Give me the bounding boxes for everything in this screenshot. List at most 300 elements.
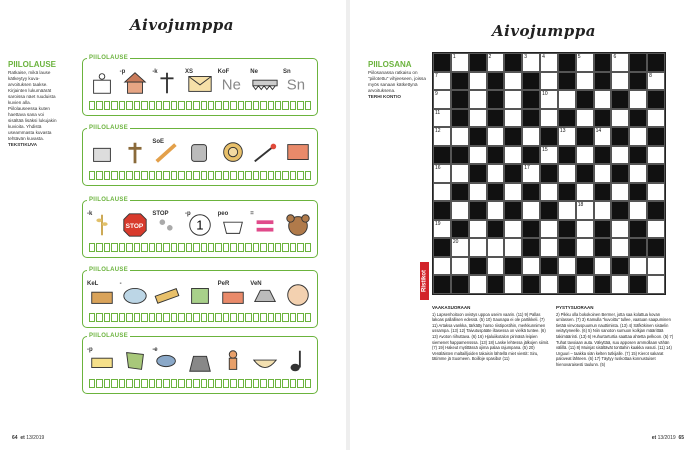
- answer-box[interactable]: [104, 379, 110, 388]
- grid-cell[interactable]: [433, 72, 451, 91]
- answer-box[interactable]: [96, 101, 102, 110]
- grid-cell[interactable]: [594, 164, 612, 183]
- grid-cell[interactable]: [611, 146, 629, 165]
- answer-box[interactable]: [119, 171, 125, 180]
- answer-box[interactable]: [223, 313, 229, 322]
- answer-box[interactable]: [141, 313, 147, 322]
- answer-box[interactable]: [201, 243, 207, 252]
- grid-block: [540, 127, 558, 146]
- grid-block: [594, 220, 612, 239]
- ristikot-tab: Ristikot: [420, 262, 429, 300]
- grid-cell[interactable]: [629, 164, 647, 183]
- grid-cell[interactable]: [576, 109, 594, 128]
- answer-box[interactable]: [89, 313, 95, 322]
- answer-box[interactable]: [305, 171, 311, 180]
- grid-cell[interactable]: [469, 238, 487, 257]
- answer-box[interactable]: [104, 101, 110, 110]
- grid-block: [487, 220, 505, 239]
- answer-box[interactable]: [104, 313, 110, 322]
- answer-box[interactable]: [223, 171, 229, 180]
- grid-cell[interactable]: [611, 220, 629, 239]
- answer-box[interactable]: [186, 101, 192, 110]
- grid-cell[interactable]: [504, 90, 522, 109]
- grid-cell[interactable]: [647, 109, 665, 128]
- answer-box[interactable]: [260, 101, 266, 110]
- grid-cell[interactable]: [576, 238, 594, 257]
- grid-cell[interactable]: [504, 275, 522, 294]
- grid-cell[interactable]: [522, 53, 540, 72]
- answer-box[interactable]: [215, 313, 221, 322]
- answer-box[interactable]: [245, 243, 251, 252]
- grid-cell[interactable]: [540, 53, 558, 72]
- grid-cell[interactable]: [611, 275, 629, 294]
- answer-box[interactable]: [156, 101, 162, 110]
- grid-block: [647, 127, 665, 146]
- grid-cell[interactable]: [629, 257, 647, 276]
- rebus-figure-icon: [218, 347, 248, 379]
- answer-box[interactable]: [193, 101, 199, 110]
- grid-cell[interactable]: [451, 127, 469, 146]
- crossword-grid: [432, 52, 666, 295]
- answer-box[interactable]: [178, 379, 184, 388]
- answer-box[interactable]: [111, 243, 117, 252]
- grid-cell[interactable]: [469, 109, 487, 128]
- answer-box[interactable]: [163, 379, 169, 388]
- answer-box[interactable]: [290, 313, 296, 322]
- answer-box[interactable]: [171, 171, 177, 180]
- grid-block: [629, 53, 647, 72]
- grid-cell[interactable]: [647, 257, 665, 276]
- grid-cell[interactable]: [540, 275, 558, 294]
- answer-box[interactable]: [201, 313, 207, 322]
- grid-cell[interactable]: [611, 53, 629, 72]
- answer-box[interactable]: [149, 313, 155, 322]
- answer-box[interactable]: [208, 379, 214, 388]
- grid-cell[interactable]: [576, 183, 594, 202]
- answer-box[interactable]: [245, 171, 251, 180]
- grid-cell[interactable]: [558, 127, 576, 146]
- grid-cell[interactable]: [522, 257, 540, 276]
- answer-box[interactable]: [215, 243, 221, 252]
- answer-box[interactable]: [282, 243, 288, 252]
- grid-cell[interactable]: [576, 72, 594, 91]
- answer-box[interactable]: [119, 313, 125, 322]
- grid-cell[interactable]: [504, 109, 522, 128]
- answer-box[interactable]: [290, 379, 296, 388]
- answer-box[interactable]: [238, 379, 244, 388]
- grid-cell[interactable]: [451, 201, 469, 220]
- answer-box[interactable]: [245, 313, 251, 322]
- answer-box[interactable]: [253, 379, 259, 388]
- answer-box[interactable]: [111, 101, 117, 110]
- answer-box[interactable]: [230, 171, 236, 180]
- answer-box[interactable]: [268, 101, 274, 110]
- answer-box[interactable]: [156, 171, 162, 180]
- rebus-hint: -e: [152, 347, 158, 353]
- grid-number: 20: [452, 239, 459, 246]
- answer-box[interactable]: [305, 243, 311, 252]
- rebus-hint: SoE: [152, 139, 164, 145]
- grid-cell[interactable]: [540, 72, 558, 91]
- answer-box[interactable]: [156, 313, 162, 322]
- grid-block: [647, 90, 665, 109]
- answer-box[interactable]: [111, 171, 117, 180]
- answer-box[interactable]: [223, 379, 229, 388]
- grid-cell[interactable]: [433, 127, 451, 146]
- answer-box[interactable]: [253, 313, 259, 322]
- grid-cell[interactable]: [558, 90, 576, 109]
- answer-box[interactable]: [253, 243, 259, 252]
- answer-box[interactable]: [89, 101, 95, 110]
- answer-box[interactable]: [149, 243, 155, 252]
- answer-box[interactable]: [275, 101, 281, 110]
- answer-box[interactable]: [297, 243, 303, 252]
- answer-box[interactable]: [282, 101, 288, 110]
- grid-cell[interactable]: [647, 146, 665, 165]
- answer-box[interactable]: [119, 101, 125, 110]
- grid-cell[interactable]: [576, 275, 594, 294]
- grid-cell[interactable]: [647, 72, 665, 91]
- grid-cell[interactable]: [469, 90, 487, 109]
- grid-cell[interactable]: [594, 90, 612, 109]
- grid-cell[interactable]: [594, 127, 612, 146]
- answer-box[interactable]: [275, 313, 281, 322]
- answer-box[interactable]: [149, 379, 155, 388]
- grid-cell[interactable]: [469, 275, 487, 294]
- answer-box[interactable]: [230, 243, 236, 252]
- answer-box[interactable]: [230, 101, 236, 110]
- grid-cell[interactable]: [504, 72, 522, 91]
- answer-box[interactable]: [275, 171, 281, 180]
- answer-box[interactable]: [163, 243, 169, 252]
- answer-box[interactable]: [149, 171, 155, 180]
- grid-block: [629, 275, 647, 294]
- answer-box[interactable]: [96, 171, 102, 180]
- grid-cell[interactable]: [540, 220, 558, 239]
- answer-box[interactable]: [126, 101, 132, 110]
- grid-cell[interactable]: [451, 257, 469, 276]
- grid-block: [594, 275, 612, 294]
- answer-box[interactable]: [171, 313, 177, 322]
- answer-box[interactable]: [305, 379, 311, 388]
- answer-box[interactable]: [193, 313, 199, 322]
- answer-box[interactable]: [208, 171, 214, 180]
- grid-cell[interactable]: [629, 127, 647, 146]
- grid-block: [487, 275, 505, 294]
- answer-box[interactable]: [104, 171, 110, 180]
- answer-box[interactable]: [282, 379, 288, 388]
- grid-cell[interactable]: [487, 238, 505, 257]
- grid-cell[interactable]: [629, 201, 647, 220]
- grid-block: [629, 183, 647, 202]
- answer-box[interactable]: [134, 313, 140, 322]
- rebus-sn-icon: [283, 69, 313, 101]
- answer-box[interactable]: [193, 379, 199, 388]
- answer-box[interactable]: [126, 313, 132, 322]
- grid-cell[interactable]: [433, 220, 451, 239]
- answer-box[interactable]: [134, 379, 140, 388]
- rebus-equal-icon: [250, 211, 280, 243]
- answer-box[interactable]: [290, 171, 296, 180]
- grid-cell[interactable]: [540, 183, 558, 202]
- intro-author-right: TERHI KONTIO: [368, 94, 401, 99]
- grid-block: [469, 201, 487, 220]
- answer-box[interactable]: [208, 243, 214, 252]
- answer-box[interactable]: [201, 101, 207, 110]
- answer-box[interactable]: [89, 171, 95, 180]
- piilosana-intro: [368, 70, 426, 100]
- answer-box[interactable]: [201, 171, 207, 180]
- answer-box[interactable]: [275, 379, 281, 388]
- answer-box[interactable]: [275, 243, 281, 252]
- grid-cell[interactable]: [504, 183, 522, 202]
- grid-cell[interactable]: [469, 183, 487, 202]
- grid-cell[interactable]: [487, 127, 505, 146]
- grid-cell[interactable]: [576, 201, 594, 220]
- answer-box[interactable]: [297, 101, 303, 110]
- grid-cell[interactable]: [433, 109, 451, 128]
- answer-box[interactable]: [290, 243, 296, 252]
- rebus-ruler-icon: [152, 281, 182, 313]
- answer-box[interactable]: [104, 243, 110, 252]
- grid-cell[interactable]: [594, 257, 612, 276]
- grid-cell[interactable]: [576, 53, 594, 72]
- answer-box[interactable]: [260, 379, 266, 388]
- grid-cell[interactable]: [451, 238, 469, 257]
- grid-cell[interactable]: [469, 220, 487, 239]
- answer-box[interactable]: [290, 101, 296, 110]
- grid-cell[interactable]: [594, 201, 612, 220]
- page-number-right: 65: [678, 435, 684, 441]
- grid-cell[interactable]: [433, 183, 451, 202]
- answer-box[interactable]: [253, 101, 259, 110]
- rebus-cup-icon: [185, 139, 215, 171]
- answer-box[interactable]: [238, 313, 244, 322]
- answer-box[interactable]: [193, 171, 199, 180]
- grid-cell[interactable]: [647, 220, 665, 239]
- answer-box[interactable]: [156, 243, 162, 252]
- grid-block: [576, 90, 594, 109]
- answer-box[interactable]: [141, 379, 147, 388]
- rebus-pencil-icon: [152, 139, 182, 171]
- answer-box[interactable]: [111, 379, 117, 388]
- grid-block: [433, 275, 451, 294]
- answer-box[interactable]: [238, 243, 244, 252]
- grid-cell[interactable]: [540, 109, 558, 128]
- grid-block: [504, 201, 522, 220]
- answer-box[interactable]: [253, 171, 259, 180]
- section-heading-piilolause: PIILOLAUSE: [8, 60, 57, 69]
- grid-cell[interactable]: [487, 257, 505, 276]
- grid-cell[interactable]: [611, 72, 629, 91]
- answer-box[interactable]: [268, 243, 274, 252]
- grid-cell[interactable]: [611, 183, 629, 202]
- grid-block: [522, 220, 540, 239]
- answer-box[interactable]: [245, 379, 251, 388]
- answer-box[interactable]: [163, 313, 169, 322]
- answer-box[interactable]: [178, 313, 184, 322]
- answer-box[interactable]: [305, 101, 311, 110]
- grid-cell[interactable]: [451, 53, 469, 72]
- answer-box[interactable]: [96, 243, 102, 252]
- rebus-hint: PeR: [217, 281, 230, 287]
- answer-box[interactable]: [134, 243, 140, 252]
- answer-box[interactable]: [230, 313, 236, 322]
- grid-block: [611, 90, 629, 109]
- answer-box[interactable]: [260, 313, 266, 322]
- rebus-map-icon: [120, 347, 150, 379]
- rebus-face-icon: [283, 281, 313, 313]
- grid-cell[interactable]: [487, 201, 505, 220]
- answer-box[interactable]: [126, 379, 132, 388]
- grid-cell[interactable]: [611, 238, 629, 257]
- grid-block: [433, 238, 451, 257]
- grid-cell[interactable]: [540, 90, 558, 109]
- answer-box[interactable]: [186, 243, 192, 252]
- grid-cell[interactable]: [540, 146, 558, 165]
- answer-box[interactable]: [126, 243, 132, 252]
- answer-box[interactable]: [186, 171, 192, 180]
- grid-cell[interactable]: [469, 72, 487, 91]
- grid-cell[interactable]: [504, 146, 522, 165]
- grid-block: [594, 109, 612, 128]
- grid-block: [522, 90, 540, 109]
- answer-box[interactable]: [268, 379, 274, 388]
- left-page: [0, 0, 346, 450]
- answer-box[interactable]: [282, 313, 288, 322]
- answer-box[interactable]: [171, 101, 177, 110]
- answer-box[interactable]: [193, 243, 199, 252]
- grid-block: [504, 164, 522, 183]
- answer-box[interactable]: [297, 313, 303, 322]
- answer-box[interactable]: [126, 171, 132, 180]
- grid-cell[interactable]: [469, 146, 487, 165]
- answer-box[interactable]: [208, 313, 214, 322]
- grid-cell[interactable]: [433, 164, 451, 183]
- answer-box[interactable]: [201, 379, 207, 388]
- answer-box[interactable]: [134, 171, 140, 180]
- answer-box[interactable]: [215, 101, 221, 110]
- grid-cell[interactable]: [629, 90, 647, 109]
- grid-cell[interactable]: [558, 201, 576, 220]
- grid-block: [451, 146, 469, 165]
- answer-box[interactable]: [238, 171, 244, 180]
- grid-cell[interactable]: [451, 164, 469, 183]
- answer-box[interactable]: [260, 243, 266, 252]
- grid-cell[interactable]: [433, 90, 451, 109]
- svg-text:Ne: Ne: [221, 76, 241, 94]
- rebus-whale-icon: [120, 281, 150, 313]
- answer-box[interactable]: [268, 313, 274, 322]
- intro-text: Ratkaise, mikä lause kätkeytyy kuva-arvoituksen taakse. Kirjainten lukumäärät saroissa näet ruuduista kuvien alla. Piilolauseessa kuten haettava sana voi sisältää lisäksi lukujakin kuvioita. Yhdistä useammasta kuvasta tehtävän kuvasta.: [8, 70, 57, 141]
- grid-cell[interactable]: [647, 275, 665, 294]
- grid-cell[interactable]: [576, 146, 594, 165]
- rebus-hint: -k: [152, 69, 158, 75]
- grid-block: [594, 146, 612, 165]
- answer-box[interactable]: [208, 101, 214, 110]
- answer-box[interactable]: [171, 243, 177, 252]
- grid-number: 9: [435, 91, 438, 98]
- grid-number: 1: [452, 54, 456, 60]
- grid-cell[interactable]: [611, 109, 629, 128]
- rebus-hint: -: [119, 281, 122, 287]
- answer-box[interactable]: [223, 243, 229, 252]
- answer-box[interactable]: [111, 313, 117, 322]
- grid-cell[interactable]: [504, 220, 522, 239]
- answer-box[interactable]: [186, 313, 192, 322]
- grid-block: [433, 146, 451, 165]
- answer-box[interactable]: [156, 379, 162, 388]
- answer-box[interactable]: [297, 379, 303, 388]
- answer-box[interactable]: [119, 379, 125, 388]
- answer-box[interactable]: [141, 171, 147, 180]
- grid-number: 19: [435, 220, 441, 227]
- rebus-saw-icon: [250, 69, 280, 101]
- grid-cell[interactable]: [647, 183, 665, 202]
- grid-cell[interactable]: [487, 53, 505, 72]
- answer-box[interactable]: [178, 101, 184, 110]
- answer-box[interactable]: [163, 171, 169, 180]
- answer-box[interactable]: [141, 243, 147, 252]
- svg-text:1: 1: [196, 217, 204, 233]
- answer-box[interactable]: [96, 313, 102, 322]
- answer-box[interactable]: [223, 101, 229, 110]
- answer-box[interactable]: [215, 379, 221, 388]
- grid-number: 6: [613, 54, 617, 60]
- grid-cell[interactable]: [487, 164, 505, 183]
- grid-cell[interactable]: [522, 201, 540, 220]
- answer-box[interactable]: [96, 379, 102, 388]
- answer-box[interactable]: [89, 243, 95, 252]
- grid-block: [647, 201, 665, 220]
- answer-box[interactable]: [230, 379, 236, 388]
- grid-cell[interactable]: [433, 257, 451, 276]
- svg-text:Sn: Sn: [286, 76, 306, 94]
- answer-box[interactable]: [282, 171, 288, 180]
- answer-box[interactable]: [245, 101, 251, 110]
- grid-block: [469, 127, 487, 146]
- down-heading: PYSTYSUORAAN: [556, 305, 594, 310]
- answer-box[interactable]: [297, 171, 303, 180]
- grid-cell[interactable]: [558, 257, 576, 276]
- grid-cell[interactable]: [504, 238, 522, 257]
- grid-cell[interactable]: [522, 127, 540, 146]
- grid-block: [576, 127, 594, 146]
- answer-box[interactable]: [268, 171, 274, 180]
- answer-box[interactable]: [141, 101, 147, 110]
- answer-box[interactable]: [238, 101, 244, 110]
- answer-box[interactable]: [119, 243, 125, 252]
- answer-box[interactable]: [171, 379, 177, 388]
- answer-box[interactable]: [178, 243, 184, 252]
- answer-box[interactable]: [305, 313, 311, 322]
- grid-cell[interactable]: [540, 238, 558, 257]
- grid-cell[interactable]: [576, 220, 594, 239]
- answer-box[interactable]: [89, 379, 95, 388]
- answer-box[interactable]: [134, 101, 140, 110]
- answer-box[interactable]: [260, 171, 266, 180]
- grid-block: [594, 72, 612, 91]
- grid-cell[interactable]: [558, 164, 576, 183]
- grid-block: [647, 238, 665, 257]
- answer-box[interactable]: [149, 101, 155, 110]
- rebus-ne-icon: [218, 69, 248, 101]
- grid-cell[interactable]: [522, 164, 540, 183]
- answer-box[interactable]: [163, 101, 169, 110]
- answer-box[interactable]: [186, 379, 192, 388]
- answer-box[interactable]: [215, 171, 221, 180]
- answer-box[interactable]: [178, 171, 184, 180]
